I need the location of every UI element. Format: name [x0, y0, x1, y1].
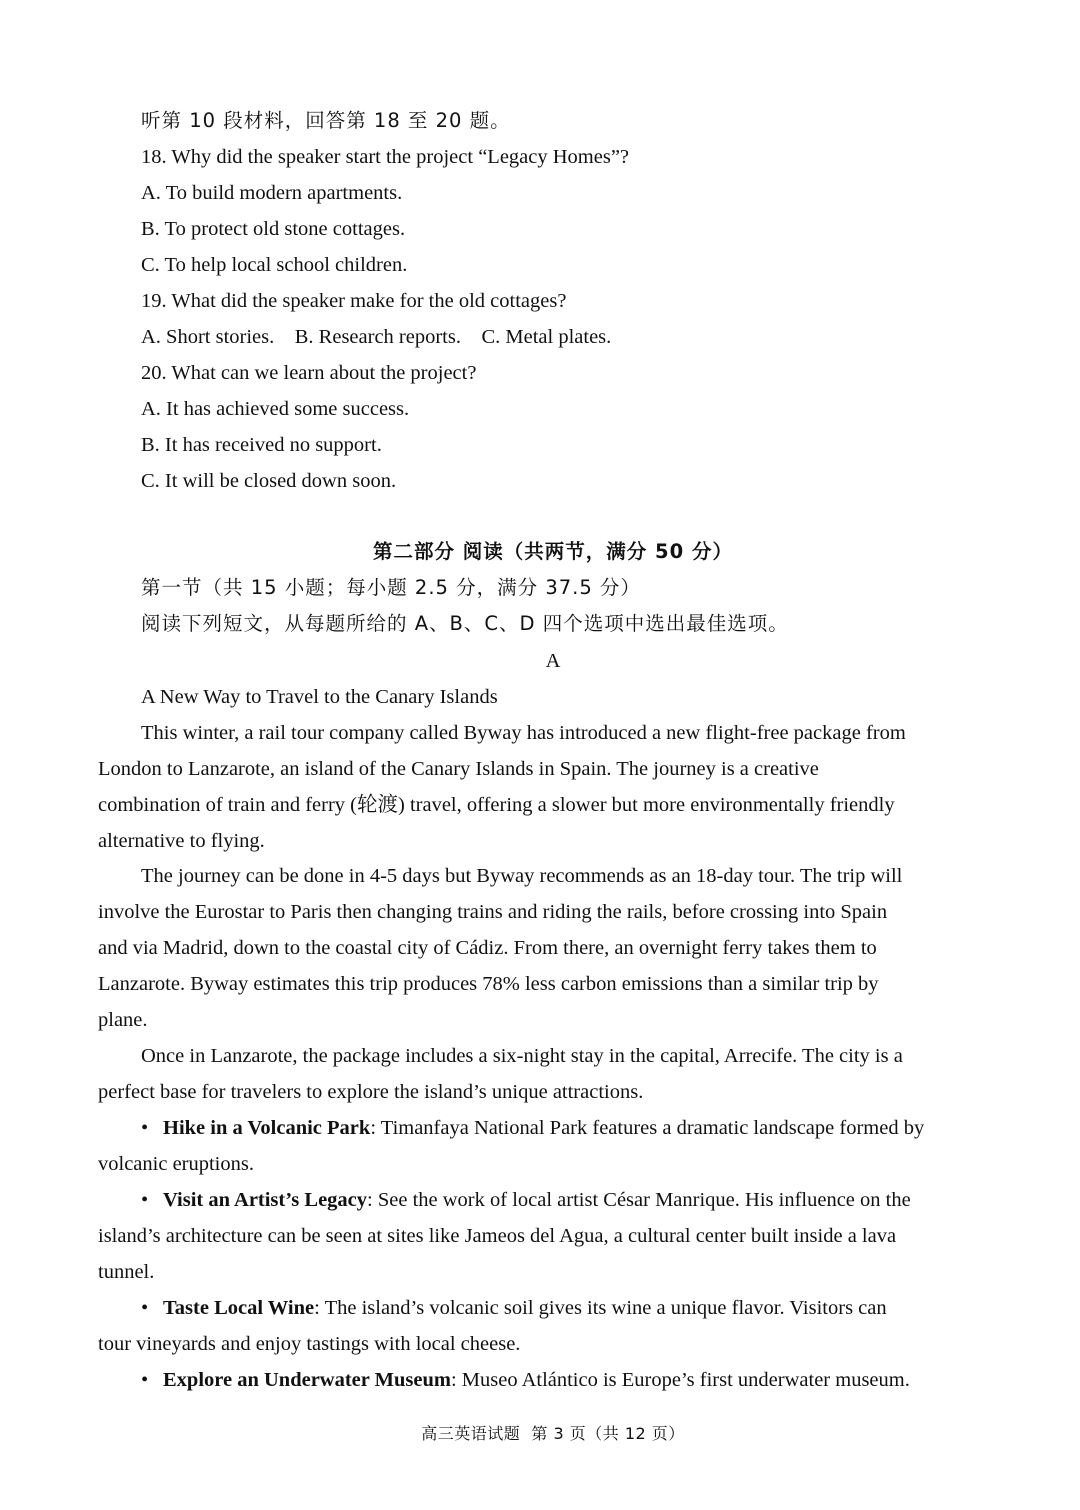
section-heading: 第一节（共 15 小题；每小题 2.5 分，满分 37.5 分） — [141, 576, 641, 599]
page-footer: 高三英语试题 第 3 页（共 12 页） — [421, 1424, 685, 1443]
attraction-item — [141, 1298, 887, 1319]
attraction-heading: Hike in a Volcanic Park — [163, 1117, 371, 1139]
paragraph-line: London to Lanzarote, an island of the Canary Islands in Spain. The journey is a creative — [98, 758, 819, 780]
attraction-text: : Museo Atlántico is Europe’s first underwater museum. — [450, 1369, 910, 1391]
paragraph-line: volcanic eruptions. — [98, 1153, 254, 1175]
bullet-icon: • — [141, 1117, 149, 1139]
paragraph-line: island’s architecture can be seen at sites like Jameos del Agua, a cultural center built inside a lava — [98, 1225, 897, 1247]
bullet-icon: • — [141, 1189, 149, 1211]
paragraph-line: Once in Lanzarote, the package includes a six-night stay in the capital, Arrecife. The city is a — [141, 1045, 903, 1067]
attraction-text: : The island’s volcanic soil gives its wine a unique flavor. Visitors can — [314, 1297, 887, 1319]
attraction-text: : See the work of local artist César Manrique. His influence on the — [367, 1189, 911, 1211]
bullet-icon: • — [141, 1369, 149, 1391]
attraction-heading: Visit an Artist’s Legacy — [163, 1189, 368, 1211]
bullet-icon: • — [141, 1297, 149, 1319]
attraction-heading: Explore an Underwater Museum — [163, 1369, 451, 1391]
q19-options: A. Short stories. B. Research reports. C. Metal plates. — [141, 326, 612, 348]
question-19: 19. What did the speaker make for the old cottages? — [141, 290, 567, 312]
paragraph-line: tour vineyards and enjoy tastings with local cheese. — [98, 1333, 521, 1355]
attraction-item — [141, 1118, 924, 1139]
passage-label: A — [545, 650, 561, 672]
q18-option-b: B. To protect old stone cottages. — [141, 218, 406, 240]
listening-intro: 听第 10 段材料，回答第 18 至 20 题。 — [141, 109, 511, 132]
paragraph-line: involve the Eurostar to Paris then changing trains and riding the rails, before crossing into Spain — [98, 901, 888, 923]
paragraph-line: This winter, a rail tour company called Byway has introduced a new flight-free package from — [141, 722, 906, 744]
paragraph-line: alternative to flying. — [98, 830, 265, 852]
q18-option-c: C. To help local school children. — [141, 254, 408, 276]
attraction-heading: Taste Local Wine — [163, 1297, 315, 1319]
paragraph-line: combination of train and ferry (轮渡) travel, offering a slower but more environmentally friendly — [98, 794, 895, 816]
attraction-item — [141, 1190, 911, 1211]
paragraph-line: plane. — [98, 1009, 148, 1031]
question-20: 20. What can we learn about the project? — [141, 362, 477, 384]
part-title: 第二部分 阅读（共两节，满分 50 分） — [372, 540, 733, 563]
paragraph-line: and via Madrid, down to the coastal city of Cádiz. From there, an overnight ferry takes them to — [98, 937, 877, 959]
passage-title: A New Way to Travel to the Canary Islands — [141, 686, 498, 708]
paragraph-line: tunnel. — [98, 1261, 155, 1283]
q20-option-b: B. It has received no support. — [141, 434, 382, 456]
attraction-text: : Timanfaya National Park features a dramatic landscape formed by — [370, 1117, 925, 1139]
reading-instruction: 阅读下列短文，从每题所给的 A、B、C、D 四个选项中选出最佳选项。 — [141, 612, 789, 635]
q20-option-c: C. It will be closed down soon. — [141, 470, 397, 492]
paragraph-line: The journey can be done in 4-5 days but Byway recommends as an 18-day tour. The trip will — [141, 865, 903, 887]
paragraph-line: Lanzarote. Byway estimates this trip produces 78% less carbon emissions than a similar trip by — [98, 973, 879, 995]
attraction-item — [141, 1370, 910, 1391]
q20-option-a: A. It has achieved some success. — [141, 398, 410, 420]
q18-option-a: A. To build modern apartments. — [141, 182, 403, 204]
paragraph-line: perfect base for travelers to explore the island’s unique attractions. — [98, 1081, 644, 1103]
question-18: 18. Why did the speaker start the project “Legacy Homes”? — [141, 146, 630, 168]
